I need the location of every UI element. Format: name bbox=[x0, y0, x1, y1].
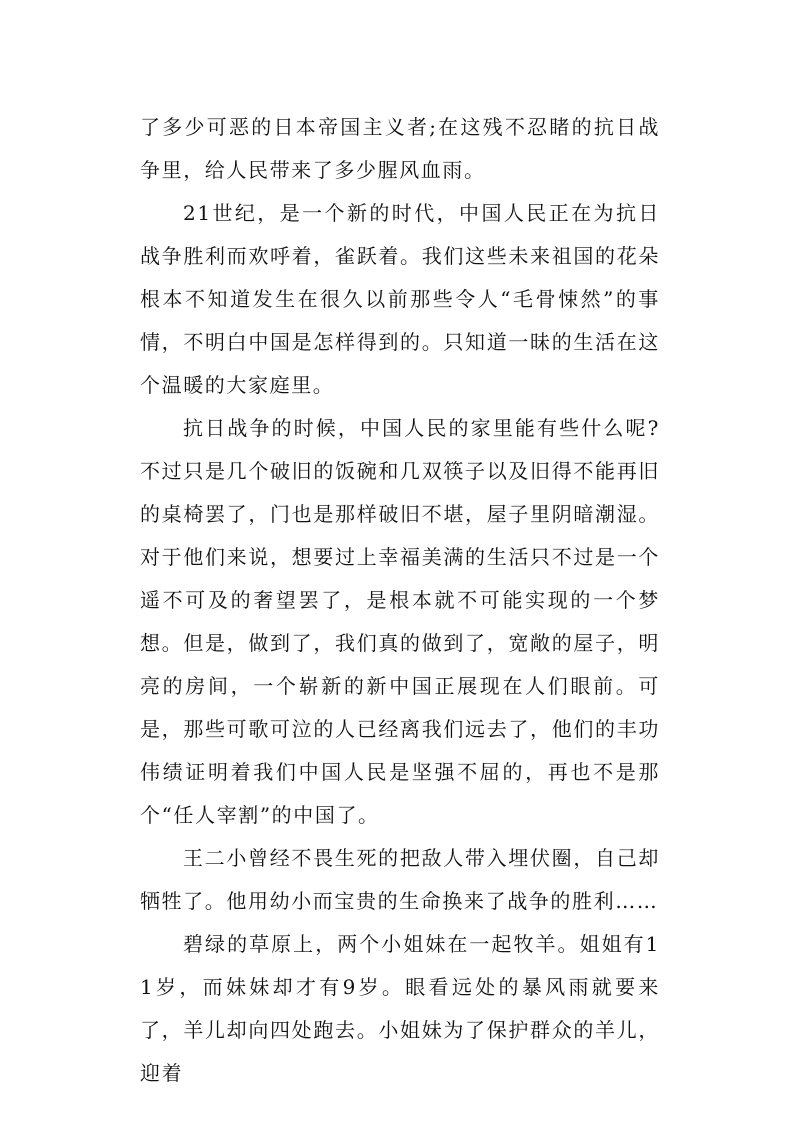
paragraph-1: 了多少可恶的日本帝国主义者;在这残不忍睹的抗日战争里，给人民带来了多少腥风血雨。 bbox=[140, 115, 660, 182]
paragraph-5: 碧绿的草原上，两个小姐妹在一起牧羊。姐姐有11岁，而妹妹却才有9岁。眼看远处的暴风雨就要来了，羊儿却向四处跑去。小姐妹为了保护群众的羊儿，迎着 bbox=[140, 932, 660, 1085]
paragraph-4: 王二小曾经不畏生死的把敌人带入埋伏圈，自己却牺牲了。他用幼小而宝贵的生命换来了战争的胜利…… bbox=[140, 846, 660, 913]
paragraph-3: 抗日战争的时候，中国人民的家里能有些什么呢?不过只是几个破旧的饭碗和几双筷子以及旧得不能再旧的桌椅罢了，门也是那样破旧不堪，屋子里阴暗潮湿。对于他们来说，想要过上幸福美满的生活只不过是一个遥不可及的奢望罢了，是根本就不可能实现的一个梦想。但是，做到了，我们真的做到了，宽敞的屋子，明亮的房间，一个崭新的新中国正展现在人们眼前。可是，那些可歌可泣的人已经离我们远去了，他们的丰功伟绩证明着我们中国人民是坚强不屈的，再也不是那个“任人宰割”的中国了。 bbox=[140, 416, 660, 827]
document-body bbox=[140, 106, 660, 1095]
paragraph-2: 21世纪，是一个新的时代，中国人民正在为抗日战争胜利而欢呼着，雀跃着。我们这些未来祖国的花朵根本不知道发生在很久以前那些令人“毛骨悚然”的事情，不明白中国是怎样得到的。只知道一昧的生活在这个温暖的大家庭里。 bbox=[140, 201, 660, 397]
